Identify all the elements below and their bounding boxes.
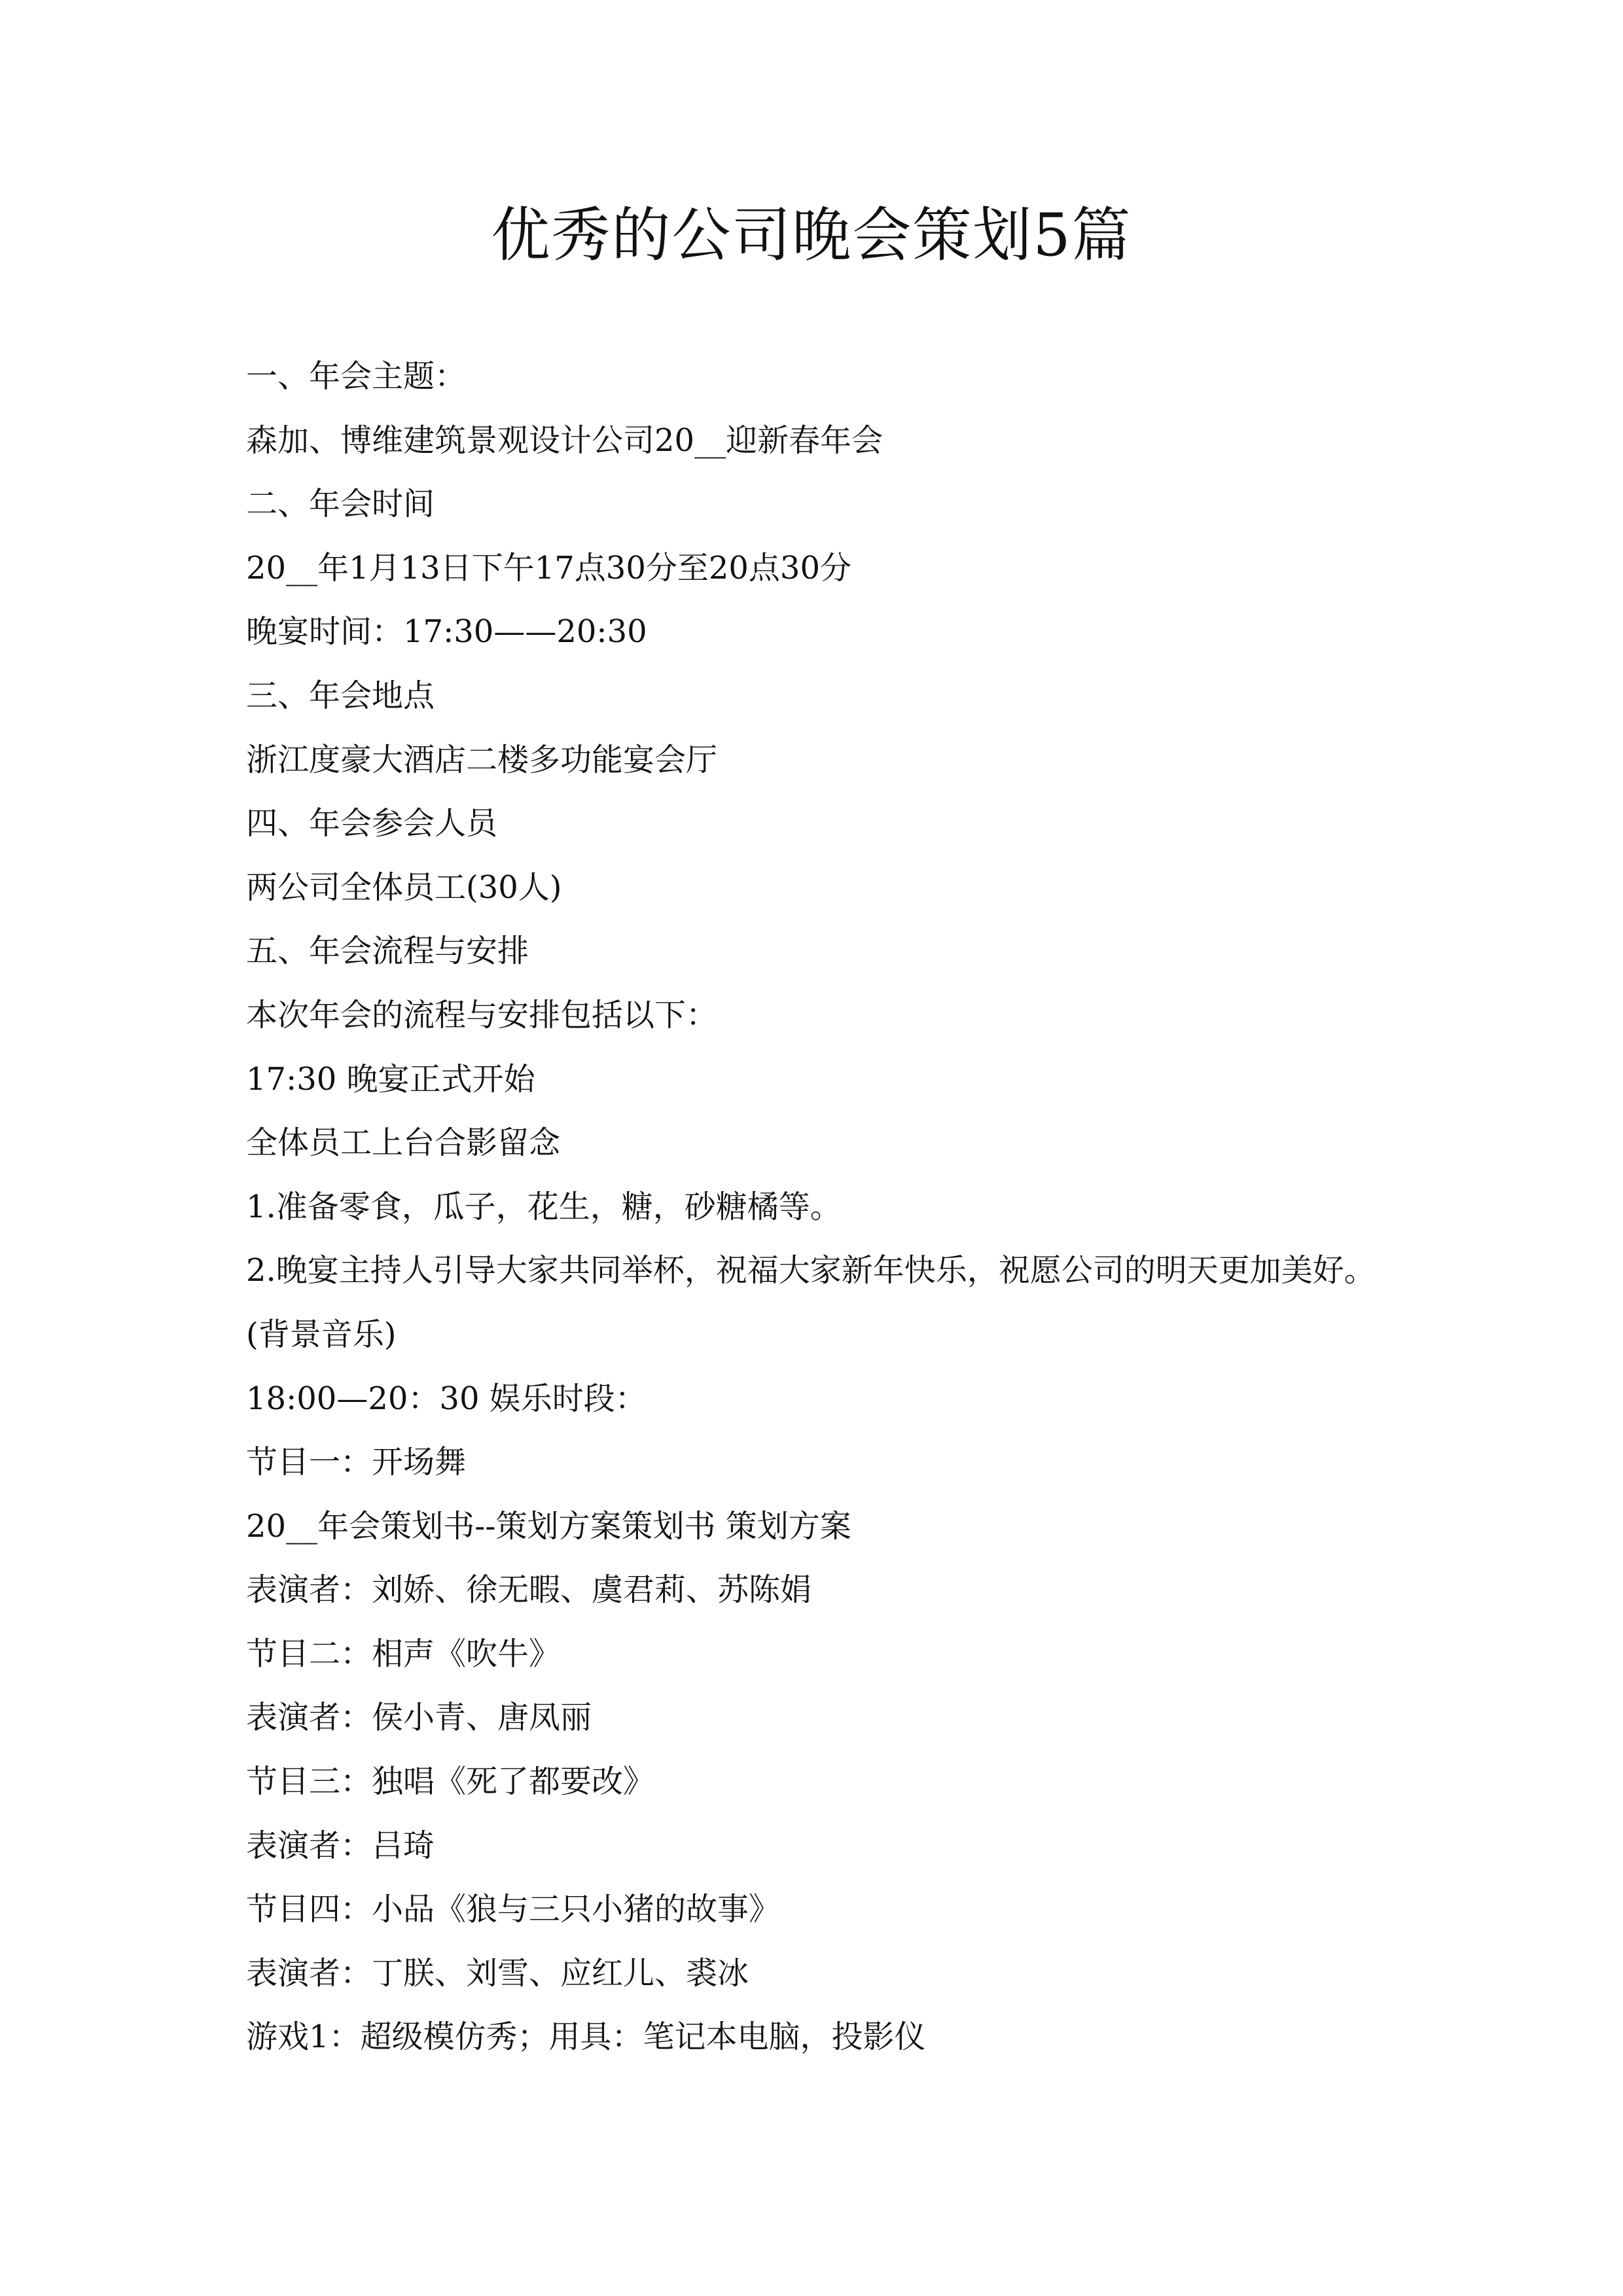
body-line: 节目四：小品《狼与三只小猪的故事》 [246,1891,781,1928]
body-line: 18:00—20：30 娱乐时段： [246,1380,647,1417]
document-body [246,345,1555,2070]
body-line: (背景音乐) [246,1316,397,1353]
body-line: 一、年会主题： [246,358,467,395]
body-line: 20__年会策划书--策划方案策划书 策划方案 [246,1507,851,1545]
body-line: 1.准备零食，瓜子，花生，糖，砂糖橘等。 [246,1188,842,1225]
body-line: 节目二：相声《吹牛》 [246,1635,561,1672]
body-line: 游戏1：超级模仿秀；用具：笔记本电脑，投影仪 [246,2018,926,2056]
body-line: 20__年1月13日下午17点30分至20点30分 [246,549,852,586]
body-line: 17:30 晚宴正式开始 [246,1060,535,1098]
body-line: 2.晚宴主持人引导大家共同举杯，祝福大家新年快乐，祝愿公司的明天更加美好。 [246,1252,1376,1289]
body-line: 本次年会的流程与安排包括以下： [246,996,718,1033]
body-line: 浙江度豪大酒店二楼多功能宴会厅 [246,741,718,778]
body-line: 五、年会流程与安排 [246,933,529,970]
body-line: 三、年会地点 [246,677,435,714]
body-line: 四、年会参会人员 [246,805,498,842]
body-line: 表演者：吕琦 [246,1827,435,1864]
body-line: 晚宴时间：17:30——20:30 [246,613,647,651]
document-title: 优秀的公司晚会策划5篇 [491,201,1132,270]
body-line: 节目一：开场舞 [246,1444,467,1481]
body-line: 表演者：丁朕、刘雪、应红儿、裘冰 [246,1954,749,1992]
body-line: 森加、博维建筑景观设计公司20__迎新春年会 [246,422,883,459]
body-line: 两公司全体员工(30人) [246,869,562,906]
body-line: 二、年会时间 [246,486,435,523]
body-line: 表演者：侯小青、唐凤丽 [246,1699,592,1736]
body-line: 表演者：刘娇、徐无暇、虞君莉、苏陈娟 [246,1571,812,1609]
body-line: 全体员工上台合影留念 [246,1124,561,1162]
body-line: 节目三：独唱《死了都要改》 [246,1763,655,1801]
